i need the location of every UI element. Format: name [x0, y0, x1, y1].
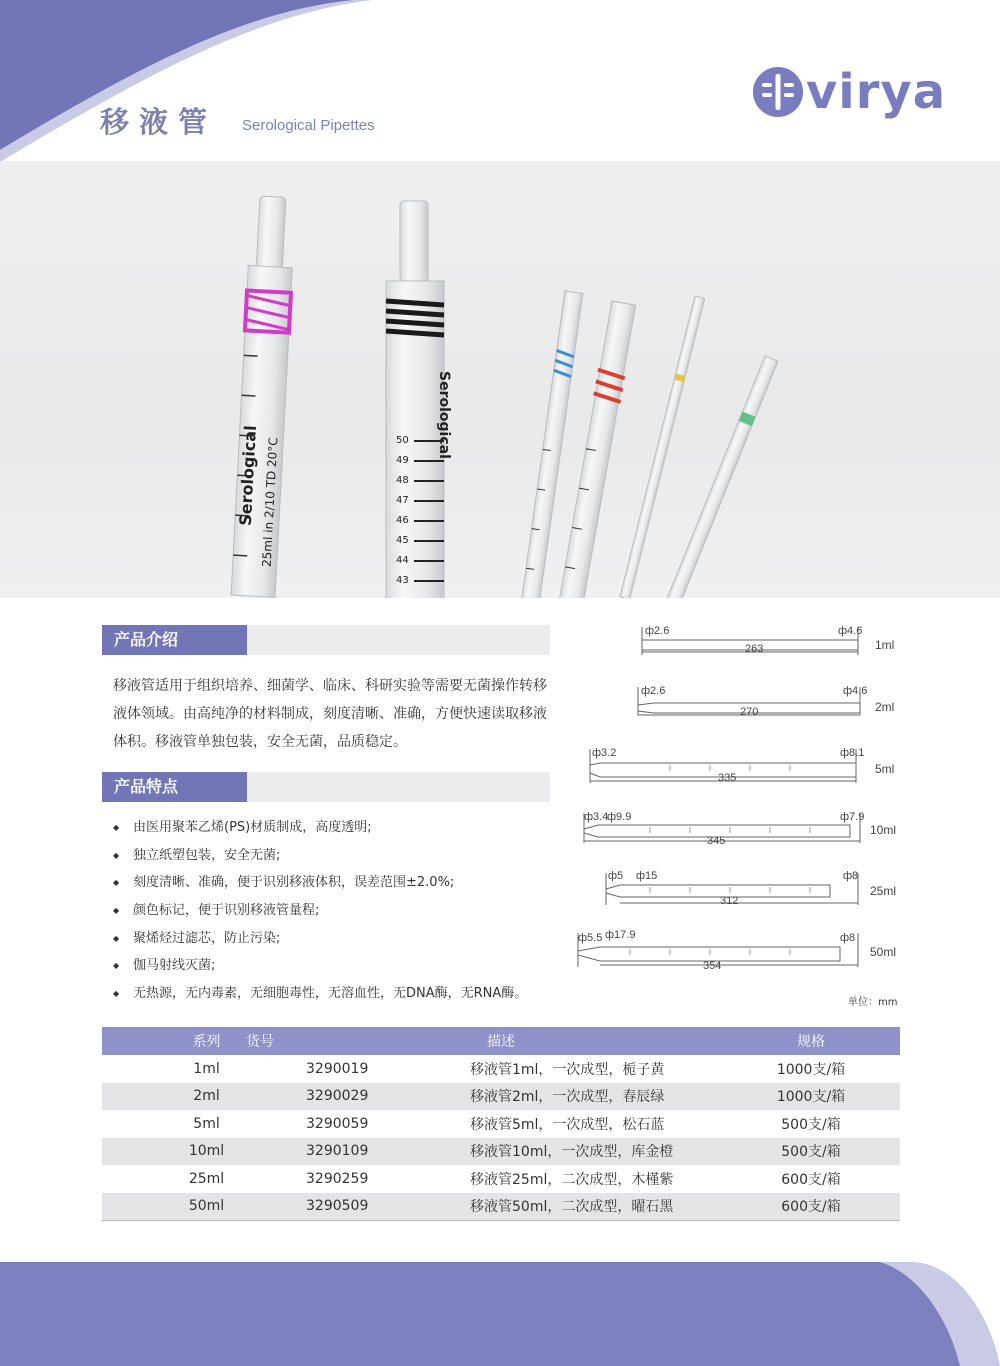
col-header-description: 描述 — [570, 1027, 722, 1055]
cell-series: 50ml — [102, 1193, 311, 1221]
intro-text: 移液管适用于组织培养、细菌学、临床、科研实验等需要无菌操作转移液体领域。由高纯净的材料制成，刻度清晰、准确，方便快速读取移液体积。移液管单独包装，安全无菌，品质稳定。 — [113, 678, 547, 750]
dim-2ml-length: 270 — [740, 706, 759, 718]
cell-spec: 1000支/箱 — [722, 1083, 900, 1111]
dim-50ml-mouth: ф8 — [840, 932, 856, 944]
product-photo — [0, 161, 1000, 598]
unit-note: 单位：mm — [848, 997, 898, 1008]
table-row — [102, 1083, 900, 1111]
svg-text:45: 45 — [396, 535, 409, 546]
cell-item-no: 3290259 — [306, 1170, 369, 1187]
cell-description: 移液管50ml，二次成型，曜石黑 — [570, 1193, 722, 1221]
feature-item: ◆ 颜色标记，便于识别移液管量程; — [113, 897, 527, 925]
dim-50ml-body: ф17.9 — [605, 929, 636, 941]
dim-1ml-tip: ф2.6 — [645, 625, 670, 637]
dim-10ml-size: 10ml — [870, 823, 897, 837]
cell-description: 移液管10ml，一次成型，库金橙 — [570, 1138, 722, 1166]
svg-text:47: 47 — [396, 495, 409, 506]
table-row — [102, 1110, 900, 1138]
features-heading: 产品特点 — [102, 772, 247, 802]
dim-5ml-size: 5ml — [875, 762, 895, 776]
feature-item: ◆ 独立纸塑包装，安全无菌; — [113, 842, 527, 870]
dim-50ml-tip: ф5.5 — [578, 932, 603, 944]
page-subtitle: Serological Pipettes — [242, 117, 375, 134]
intro-heading: 产品介绍 — [102, 625, 247, 655]
svg-text:43: 43 — [396, 575, 409, 586]
dim-25ml-size: 25ml — [870, 884, 897, 898]
feature-item: ◆ 聚烯烃过滤芯，防止污染; — [113, 925, 527, 953]
table-header-row — [102, 1027, 900, 1055]
cell-description: 移液管25ml，二次成型，木槿紫 — [470, 1171, 674, 1188]
feature-item: ◆ 由医用聚苯乙烯(PS)材质制成，高度透明; — [113, 814, 527, 842]
pipette-25ml — [231, 196, 296, 598]
cell-spec: 1000支/箱 — [776, 1061, 846, 1078]
dim-25ml-mouth: ф8 — [843, 870, 859, 882]
table-row — [102, 1055, 900, 1083]
cell-item-no: 3290059 — [306, 1115, 369, 1132]
cell-series: 5ml — [193, 1115, 220, 1132]
cell-spec: 600支/箱 — [722, 1193, 900, 1221]
dim-5ml-mouth: ф8.1 — [840, 747, 865, 759]
dim-10ml-body: ф9.9 — [607, 811, 632, 823]
cell-series: 1ml — [193, 1060, 220, 1077]
cell-spec: 500支/箱 — [781, 1116, 841, 1133]
page-title: 移液管 — [100, 105, 218, 139]
dim-5ml-tip: ф3.2 — [592, 747, 617, 759]
dim-25ml-body: ф15 — [636, 870, 658, 882]
pipette1-brand: Serological — [235, 424, 260, 527]
virya-logo-icon — [752, 66, 804, 118]
footer-swoosh — [760, 1262, 1000, 1366]
dim-10ml-length: 345 — [707, 835, 726, 847]
cell-description: 移液管2ml，一次成型，春辰绿 — [570, 1083, 722, 1111]
cell-spec: 600支/箱 — [781, 1171, 841, 1188]
table-row — [102, 1193, 900, 1221]
dim-2ml-size: 2ml — [875, 700, 895, 714]
svg-text:46: 46 — [396, 515, 409, 526]
cell-item-no: 3290029 — [311, 1083, 570, 1111]
cell-series: 25ml — [188, 1170, 225, 1187]
table-row — [102, 1138, 900, 1166]
dim-50ml-length: 354 — [703, 960, 722, 972]
dim-2ml-tip: ф2.6 — [641, 685, 666, 697]
spec-table — [102, 1027, 900, 1221]
pipette-50ml — [386, 201, 452, 598]
cell-spec: 500支/箱 — [722, 1138, 900, 1166]
col-header-spec: 规格 — [722, 1027, 900, 1055]
table-row — [102, 1165, 900, 1193]
dim-1ml-size: 1ml — [875, 638, 895, 652]
cell-item-no: 3290509 — [311, 1193, 570, 1221]
feature-item: ◆ 无热源，无内毒素，无细胞毒性，无溶血性，无DNA酶，无RNA酶。 — [113, 980, 527, 1008]
dim-25ml-tip: ф5 — [608, 870, 624, 882]
dim-25ml-length: 312 — [720, 895, 739, 907]
cell-description: 移液管5ml，一次成型，松石蓝 — [470, 1116, 665, 1133]
dim-1ml-mouth: ф4.6 — [838, 625, 863, 637]
cell-series: 10ml — [102, 1138, 311, 1166]
pipette1-spec: 25ml in 2/10 TD 20°C — [259, 437, 281, 568]
dim-1ml-length: 263 — [745, 643, 764, 655]
dim-50ml-size: 50ml — [870, 945, 897, 959]
svg-text:44: 44 — [396, 555, 409, 566]
dim-10ml-mouth: ф7.9 — [840, 811, 865, 823]
dim-10ml-tip: ф3.4 — [584, 811, 609, 823]
svg-text:49: 49 — [396, 455, 409, 466]
svg-text:48: 48 — [396, 475, 409, 486]
col-header-series: 系列 — [102, 1027, 311, 1055]
col-header-item-no: 货号 — [311, 1027, 570, 1055]
feature-item: ◆ 刻度清晰、准确，便于识别移液体积，误差范围±2.0%; — [113, 869, 527, 897]
feature-item: ◆ 伽马射线灭菌; — [113, 952, 527, 980]
cell-item-no: 3290109 — [311, 1138, 570, 1166]
cell-description: 移液管1ml，一次成型，栀子黄 — [470, 1061, 665, 1078]
cell-item-no: 3290019 — [306, 1060, 369, 1077]
brand-logo-text: virya — [806, 64, 947, 120]
cell-series: 2ml — [102, 1083, 311, 1111]
features-list — [113, 814, 527, 1008]
pipettes-illustration — [0, 161, 1000, 598]
dim-5ml-length: 335 — [718, 772, 737, 784]
pipette2-brand: Serological — [436, 371, 452, 459]
dim-2ml-mouth: ф4.6 — [843, 685, 868, 697]
svg-text:50: 50 — [396, 435, 409, 446]
